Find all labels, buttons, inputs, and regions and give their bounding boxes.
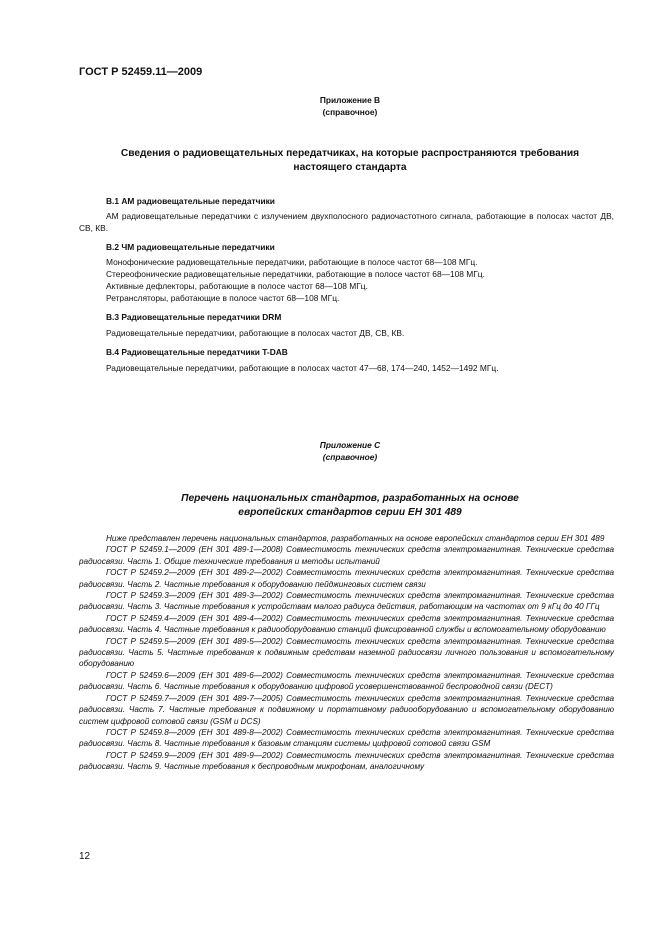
appendix-c-kind: (справочное) bbox=[322, 452, 378, 462]
appendix-b-label: Приложение В bbox=[319, 95, 381, 105]
section-b2-heading: В.2 ЧМ радиовещательные передатчики bbox=[106, 242, 275, 252]
section-b1-text: АМ радиовещательные передатчики с излучением двухполосного радиочастотного сигнала, работающие в полосах частот ДВ, СВ, КВ. bbox=[79, 211, 614, 233]
section-b4-heading: В.4 Радиовещательные передатчики T-DAB bbox=[106, 347, 288, 357]
appendix-c-title-line1: Перечень национальных стандартов, разработанных на основе bbox=[181, 493, 519, 504]
list-item: ГОСТ Р 52459.4—2009 (ЕН 301 489-4—2002) Совместимость технических средств электромагнитная. Технические средства радиосвязи. Часть 4. Частные требования к радиооборудованию станций фиксированной службы и вспомогательному оборудованию bbox=[79, 613, 614, 635]
list-item: ГОСТ Р 52459.6—2009 (ЕН 301 489-6—2002) Совместимость технических средств электромагнитная. Технические средства радиосвязи. Часть 6. Частные требования к оборудованию цифровой усовершенствованной беспроводной связи (DECT) bbox=[79, 670, 614, 692]
appendix-c-title-line2: европейских стандартов серии ЕН 301 489 bbox=[238, 506, 462, 518]
appendix-b-kind: (справочное) bbox=[322, 107, 378, 117]
list-item: ГОСТ Р 52459.2—2009 (ЕН 301 489-2—2002) Совместимость технических средств электромагнитная. Технические средства радиосвязи. Часть 2. Частные требования к оборудованию пейджинговых систем связи bbox=[79, 568, 614, 589]
appendix-b-title-line1: Сведения о радиовещательных передатчиках, на которые распространяются требования bbox=[120, 148, 580, 159]
section-b4-text: Радиовещательные передатчики, работающие в полосах частот 47—68, 174—240, 1452—1492 МГц. bbox=[106, 363, 499, 373]
section-b3-text: Радиовещательные передатчики, работающие в полосах частот ДВ, СВ, КВ. bbox=[106, 328, 405, 338]
standards-list bbox=[79, 533, 614, 773]
section-b3-heading: В.3 Радиовещательные передатчики DRM bbox=[106, 312, 282, 322]
appendix-c-label: Приложение С bbox=[319, 440, 381, 450]
section-b1-heading: В.1 АМ радиовещательные передатчики bbox=[106, 196, 275, 206]
list-item: ГОСТ Р 52459.8—2009 (ЕН 301 489-8—2002) Совместимость технических средств электромагнитная. Технические средства радиосвязи. Часть 8. Частные требования к базовым станциям системы цифровой сотовой связи GSM bbox=[79, 727, 614, 749]
page-number: 12 bbox=[79, 851, 91, 862]
list-intro: Ниже представлен перечень национальных стандартов, разработанных на основе европейских стандартов серии ЕН 301 489 bbox=[106, 534, 605, 543]
list-item: ГОСТ Р 52459.3—2009 (ЕН 301 489-3—2002) Совместимость технических средств электромагнитная. Технические средства радиосвязи. Часть 3. Частные требования к устройствам малого радиуса действия, работающим на частотах от 9 кГц до 40 ГГц bbox=[79, 591, 614, 612]
appendix-c-title bbox=[60, 492, 640, 519]
list-item: ГОСТ Р 52459.1—2009 (ЕН 301 489-1—2008) Совместимость технических средств электромагнитная. Технические средства радиосвязи. Часть 1. Общие технические требования и методы испытаний bbox=[79, 545, 614, 566]
section-b2-line: Монофонические радиовещательные передатчики, работающие в полосе частот 68—108 МГц. bbox=[106, 257, 478, 267]
section-b2-line: Стереофонические радиовещательные передатчики, работающие в полосе частот 68—108 МГц. bbox=[106, 269, 485, 279]
section-b2-line: Активные дефлекторы, работающие в полосе частот 68—108 МГц. bbox=[106, 281, 368, 291]
list-item: ГОСТ Р 52459.7—2009 (ЕН 301 489-7—2005) Совместимость технических средств электромагнитная. Технические средства радиосвязи. Часть 7. Частные требования к подвижному и портативному радиооборудованию и вспомогательному оборудованию систем цифровой сотовой связи (GSM и DCS) bbox=[79, 693, 614, 726]
appendix-b-title bbox=[60, 147, 640, 174]
section-b2-line: Ретрансляторы, работающие в полосе частот 68—108 МГц. bbox=[106, 293, 340, 303]
list-item: ГОСТ Р 52459.9—2009 (ЕН 301 489-9—2002) Совместимость технических средств электромагнитная. Технические средства радиосвязи. Часть 9. Частные требования к беспроводным микрофонам, аналогичному bbox=[79, 750, 614, 772]
document-header: ГОСТ Р 52459.11—2009 bbox=[79, 66, 203, 78]
list-item: ГОСТ Р 52459.5—2009 (ЕН 301 489-5—2002) Совместимость технических средств электромагнитная. Технические средства радиосвязи. Часть 5. Частные требования к подвижным средствам наземной радиосвязи личного пользования и вспомогательному оборудованию bbox=[79, 636, 614, 669]
appendix-b-title-line2: настоящего стандарта bbox=[293, 161, 407, 173]
